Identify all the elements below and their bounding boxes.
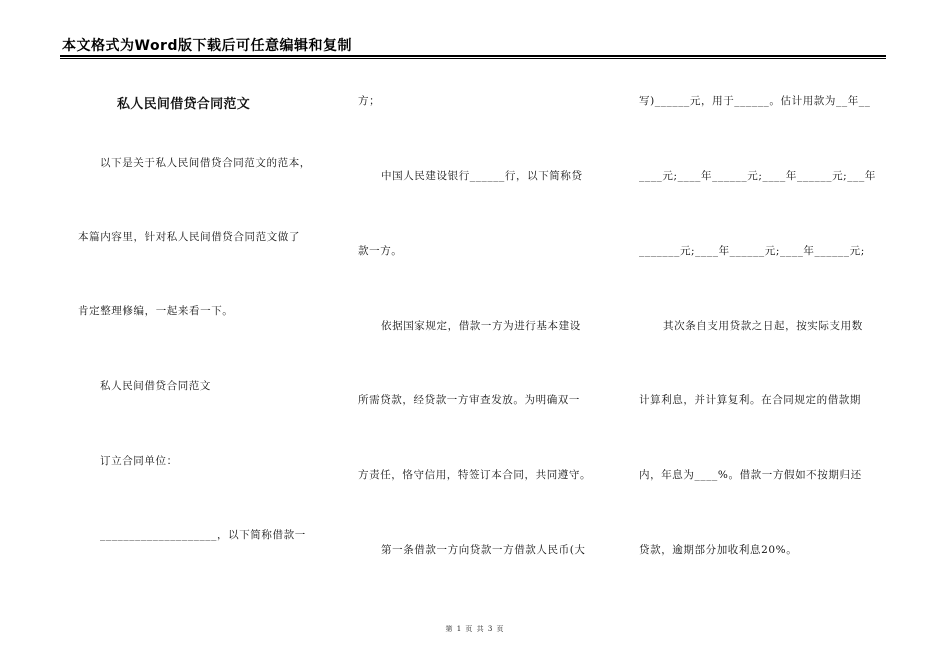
paragraph-line: 本篇内容里，针对私人民间借贷合同范文做了 bbox=[78, 231, 300, 243]
paragraph-line: 肯定整理修编，一起来看一下。 bbox=[78, 305, 234, 317]
document-title: 私人民间借贷合同范文 bbox=[117, 97, 251, 112]
paragraph-line: ____________________，以下简称借款一 bbox=[100, 529, 306, 541]
paragraph-line: 以下是关于私人民间借贷合同范文的范本， bbox=[100, 157, 311, 169]
paragraph-line: 方责任，恪守信用，特签订本合同，共同遵守。 bbox=[358, 469, 592, 481]
section-heading: 私人民间借贷合同范文 bbox=[100, 380, 211, 392]
paragraph-line: 款一方。 bbox=[358, 245, 403, 257]
paragraph-line: 方； bbox=[358, 95, 381, 107]
paragraph-line: ____元;____年______元;____年______元;___年 bbox=[639, 170, 876, 182]
paragraph-line: 写)______元，用于______。估计用款为__年__ bbox=[639, 95, 871, 107]
paragraph-line: 订立合同单位： bbox=[100, 455, 178, 467]
paragraph-line: 依据国家规定，借款一方为进行基本建设 bbox=[381, 320, 581, 332]
paragraph-line: 贷款，逾期部分加收利息20%。 bbox=[639, 544, 798, 556]
paragraph-line: 所需贷款，经贷款一方审查发放。为明确双一 bbox=[358, 394, 580, 406]
paragraph-line: _______元;____年______元;____年______元; bbox=[639, 245, 865, 257]
paragraph-line: 中国人民建设银行______行，以下简称贷 bbox=[381, 170, 583, 182]
paragraph-line: 计算利息，并计算复利。在合同规定的借款期 bbox=[639, 394, 861, 406]
paragraph-line: 第一条借款一方向贷款一方借款人民币(大 bbox=[381, 544, 586, 556]
paragraph-line: 其次条自支用贷款之日起，按实际支用数 bbox=[663, 320, 863, 332]
page-footer: 第 1 页 共 3 页 bbox=[445, 625, 505, 633]
download-banner: 本文格式为Word版下载后可任意编辑和复制 bbox=[62, 38, 352, 54]
paragraph-line: 内，年息为____%。借款一方假如不按期归还 bbox=[639, 469, 862, 481]
